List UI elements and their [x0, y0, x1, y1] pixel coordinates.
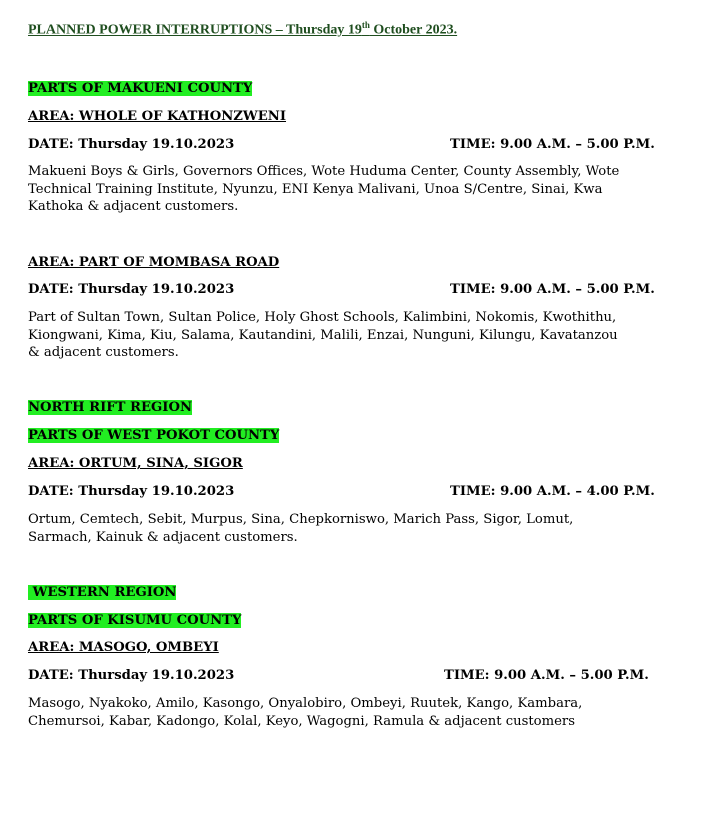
time-label: TIME: 9.00 A.M. – 5.00 P.M.	[444, 668, 649, 683]
county-heading: PARTS OF WEST POKOT COUNTY	[28, 428, 280, 443]
document-title	[28, 20, 457, 39]
locations-text: Ortum, Cemtech, Sebit, Murpus, Sina, Chepkorniswo, Marich Pass, Sigor, Lomut, Sarmach, Kainuk & adjacent customers.	[28, 512, 574, 545]
title-suffix: October 2023.	[369, 22, 458, 38]
area-heading: AREA: ORTUM, SINA, SIGOR	[28, 456, 243, 471]
county-heading: PARTS OF KISUMU COUNTY	[28, 613, 242, 628]
title-superscript: th	[361, 20, 370, 30]
locations-text: Part of Sultan Town, Sultan Police, Holy Ghost Schools, Kalimbini, Nokomis, Kwothithu, Kiongwani, Kima, Kiu, Salama, Kautandini, Malili, Enzai, Nunguni, Kilungu, Kavatanzou & adjacent customers.	[28, 310, 618, 360]
time-label: TIME: 9.00 A.M. – 4.00 P.M.	[450, 484, 655, 499]
county-heading: PARTS OF MAKUENI COUNTY	[28, 81, 253, 96]
locations-text: Masogo, Nyakoko, Amilo, Kasongo, Onyalobiro, Ombeyi, Ruutek, Kango, Kambara, Chemursoi, Kabar, Kadongo, Kolal, Keyo, Wagogni, Ramula & adjacent customers	[28, 696, 583, 729]
region-heading: NORTH RIFT REGION	[28, 400, 193, 415]
date-label: DATE: Thursday 19.10.2023	[28, 484, 235, 499]
time-label: TIME: 9.00 A.M. – 5.00 P.M.	[450, 137, 655, 152]
date-label: DATE: Thursday 19.10.2023	[28, 137, 235, 152]
region-heading: WESTERN REGION	[28, 585, 177, 600]
title-text: PLANNED POWER INTERRUPTIONS – Thursday 19	[28, 22, 362, 38]
time-label: TIME: 9.00 A.M. – 5.00 P.M.	[450, 282, 655, 297]
area-heading: AREA: WHOLE OF KATHONZWENI	[28, 109, 287, 124]
date-label: DATE: Thursday 19.10.2023	[28, 668, 235, 683]
area-heading: AREA: PART OF MOMBASA ROAD	[28, 255, 280, 270]
area-heading: AREA: MASOGO, OMBEYI	[28, 640, 219, 655]
date-label: DATE: Thursday 19.10.2023	[28, 282, 235, 297]
locations-text: Makueni Boys & Girls, Governors Offices, Wote Huduma Center, County Assembly, Wote Technical Training Institute, Nyunzu, ENI Kenya Malivani, Unoa S/Centre, Sinai, Kwa Kathoka & adjacent customers.	[28, 164, 620, 214]
